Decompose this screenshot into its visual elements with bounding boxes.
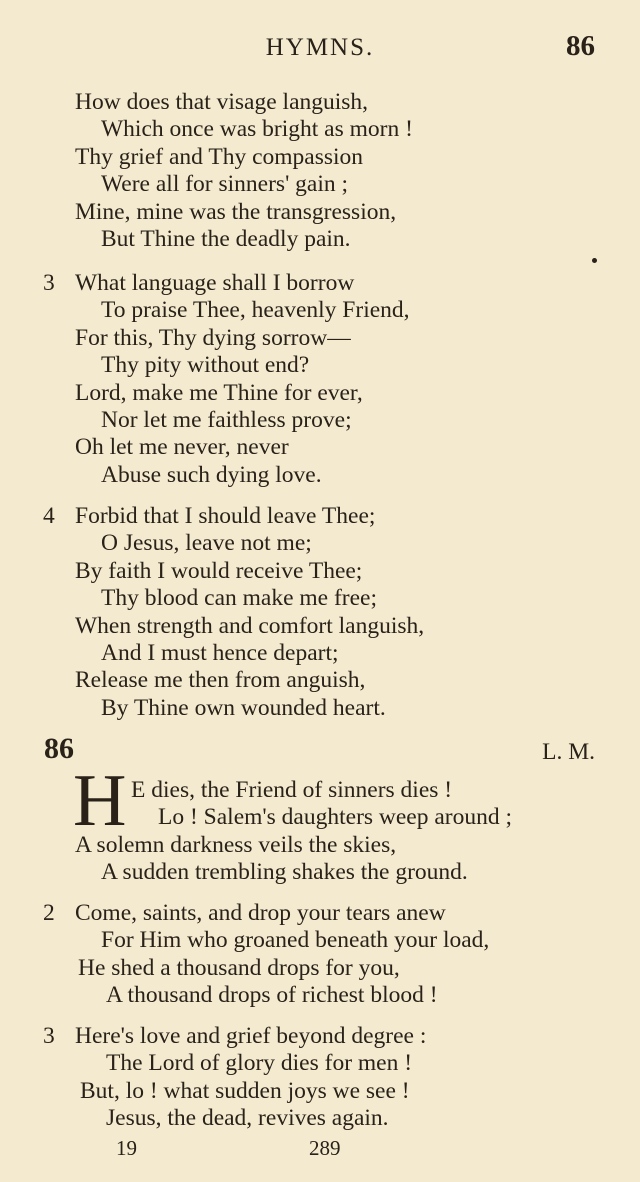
hymn-86-verse-3 bbox=[0, 1023, 640, 1133]
stanza-3 bbox=[0, 270, 640, 489]
verse-line: Which once was bright as morn ! bbox=[101, 116, 413, 143]
verse-line: Jesus, the dead, revives again. bbox=[106, 1105, 389, 1132]
verse-line: For this, Thy dying sorrow— bbox=[75, 324, 351, 351]
verse-line: A thousand drops of richest blood ! bbox=[106, 982, 438, 1009]
verse-line: Nor let me faithless prove; bbox=[101, 406, 352, 433]
verse-line: How does that visage languish, bbox=[75, 89, 369, 115]
hymn-86-verse-1 bbox=[0, 777, 640, 887]
verse-line: The Lord of glory dies for men ! bbox=[106, 1050, 413, 1077]
verse-line: Release me then from anguish, bbox=[75, 667, 366, 694]
verse-line: Thy pity without end? bbox=[101, 352, 310, 379]
verse-line: But, lo ! what sudden joys we see ! bbox=[80, 1077, 410, 1104]
verse-line: E dies, the Friend of sinners dies ! bbox=[131, 777, 453, 803]
verse-line: A solemn darkness veils the skies, bbox=[75, 831, 397, 858]
verse-text: Forbid that I should leave Thee; bbox=[75, 503, 376, 529]
verse-line bbox=[0, 270, 640, 297]
hymn-86-verse-2 bbox=[0, 900, 640, 1010]
stanza-continued bbox=[0, 89, 640, 253]
header-hymn-number: 86 bbox=[566, 30, 595, 62]
ink-speck bbox=[592, 258, 597, 263]
hymn-meter: L. M. bbox=[542, 739, 595, 765]
verse-line: A sudden trembling shakes the ground. bbox=[101, 859, 468, 886]
verse-line: O Jesus, leave not me; bbox=[101, 530, 312, 557]
verse-text: Come, saints, and drop your tears anew bbox=[75, 900, 446, 926]
verse-line: Lord, make me Thine for ever, bbox=[75, 379, 363, 406]
verse-line: By Thine own wounded heart. bbox=[101, 694, 386, 721]
verse-line: By faith I would receive Thee; bbox=[75, 557, 363, 584]
verse-line: But Thine the deadly pain. bbox=[101, 225, 351, 252]
verse-text: Here's love and grief beyond degree : bbox=[75, 1023, 427, 1049]
running-title: HYMNS. bbox=[265, 34, 375, 61]
verse-line: Thy grief and Thy compassion bbox=[75, 143, 364, 170]
verse-line: When strength and comfort languish, bbox=[75, 612, 425, 639]
verse-line: For Him who groaned beneath your load, bbox=[101, 927, 490, 954]
drop-cap: H bbox=[73, 760, 127, 842]
page-number: 289 bbox=[309, 1136, 341, 1160]
verse-line: Mine, mine was the transgression, bbox=[75, 198, 397, 225]
stanza-number: 2 bbox=[43, 900, 55, 926]
verse-line bbox=[0, 900, 640, 927]
stanza-number: 3 bbox=[43, 270, 55, 296]
stanza-4 bbox=[0, 503, 640, 722]
verse-line: Oh let me never, never bbox=[75, 434, 289, 461]
verse-line bbox=[0, 503, 640, 530]
verse-line bbox=[0, 1023, 640, 1050]
verse-line: Lo ! Salem's daughters weep around ; bbox=[158, 804, 513, 831]
verse-line: Abuse such dying love. bbox=[101, 461, 322, 488]
hymn-number: 86 bbox=[44, 732, 74, 765]
verse-text: What language shall I borrow bbox=[75, 270, 355, 296]
verse-line: To praise Thee, heavenly Friend, bbox=[101, 297, 410, 324]
stanza-number: 4 bbox=[43, 503, 55, 529]
verse-line: And I must hence depart; bbox=[101, 639, 339, 666]
stanza-number: 3 bbox=[43, 1023, 55, 1049]
verse-line: He shed a thousand drops for you, bbox=[78, 954, 400, 981]
signature-mark: 19 bbox=[116, 1136, 137, 1160]
verse-line: Thy blood can make me free; bbox=[101, 585, 378, 612]
verse-line: Were all for sinners' gain ; bbox=[101, 171, 349, 198]
